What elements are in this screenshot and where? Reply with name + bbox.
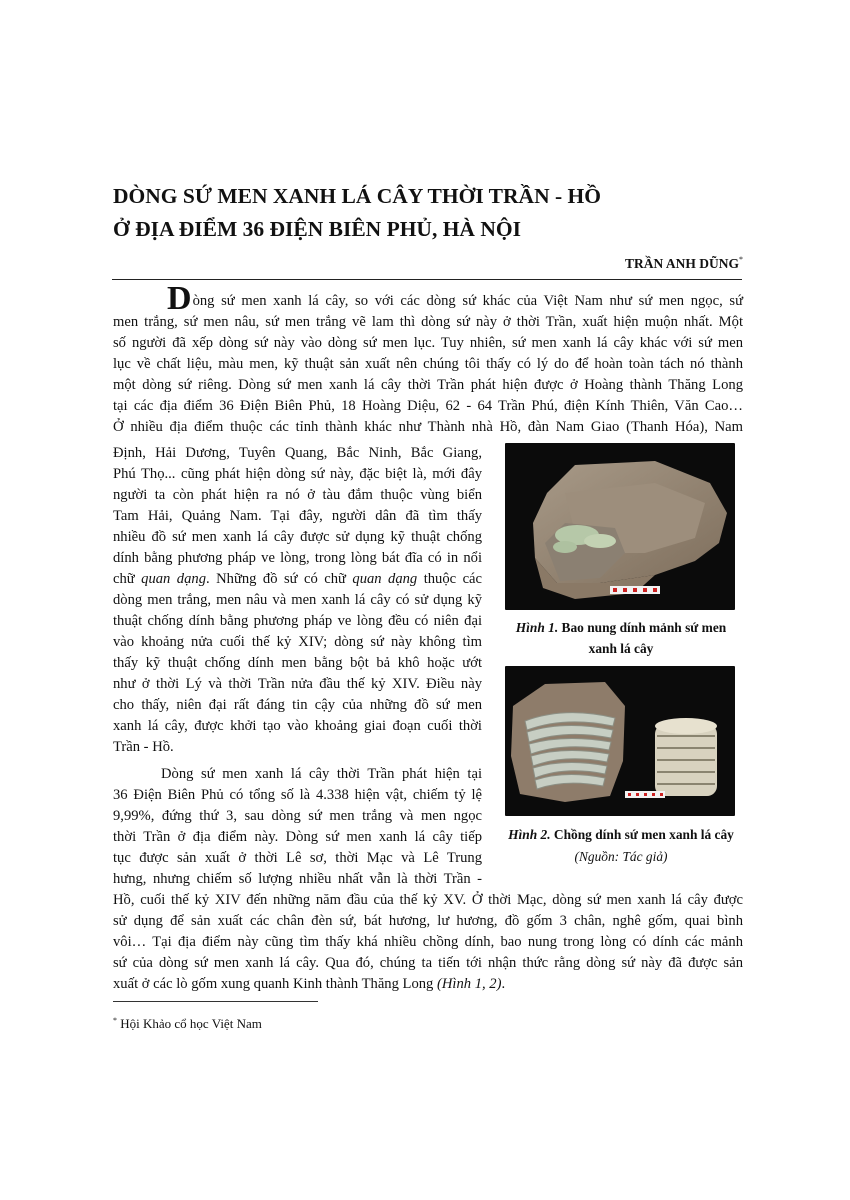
body-line: Định, Hải Dương, Tuyên Quang, Bắc Ninh, Bắc Giang, xyxy=(113,445,482,461)
body-line: 36 Điện Biên Phủ có tổng số là 4.338 hiện vật, chiếm tỷ lệ xyxy=(113,787,482,803)
body-line: Trần - Hồ. xyxy=(113,739,174,755)
body-line: cho thấy, niên đại rất đáng tin cậy của những đồ sứ men xyxy=(113,697,482,713)
body-line: sứ của dòng sứ men xanh lá cây. Qua đó, chúng ta tiến tới nhận thức rằng dòng sứ này đã được sản xyxy=(113,955,743,971)
drop-cap: D xyxy=(167,280,192,317)
figure-2-caption: Hình 2. Chồng dính sứ men xanh lá cây xyxy=(508,827,734,842)
body-line: thuật chống dính bằng phương pháp ve lòng đều có niên đại xyxy=(113,613,482,629)
title-line-2: Ở ĐỊA ĐIỂM 36 ĐIỆN BIÊN PHỦ, HÀ NỘI xyxy=(113,217,521,241)
body-line: tục được sản xuất ở thời Lê sơ, thời Mạc và Lê Trung xyxy=(113,850,482,866)
body-line: dòng men trắng, men nâu và men xanh lá cây có sử dụng kỹ xyxy=(113,592,482,608)
intro-line: tại các địa điểm 36 Điện Biên Phủ, 18 Hoàng Diệu, 62 - 64 Trần Phú, điện Kính Thiên, Văn Cao… xyxy=(113,398,743,414)
author-name: TRẦN ANH DŨNG xyxy=(624,256,739,271)
figure-2-source: (Nguồn: Tác giả) xyxy=(574,849,668,864)
body-line: Tam Hải, Quảng Nam. Tại đây, người dân đã tìm thấy xyxy=(113,508,482,524)
footnote-rule xyxy=(113,1001,318,1002)
body-line: vào khoảng nửa cuối thế kỷ XIV; dòng sứ này không tìm xyxy=(113,634,482,650)
intro-line: men trắng, sứ men nâu, sứ men trắng vẽ lam thì dòng sứ này ở thời Trần, xuất hiện muộn nhất. Một xyxy=(113,314,743,330)
intro-line: lục về chất liệu, màu men, kỹ thuật sản xuất nên chúng tôi thấy có lý do để hoàn toàn tách nó thành xyxy=(113,356,743,372)
body-line: hưng, nhưng chiếm số lượng nhiều nhất vẫn là thời Trần - xyxy=(113,871,482,887)
body-line: như ở thời Lý và thời Trần nửa đầu thế kỷ XIV. Điều này xyxy=(113,676,482,692)
footnote-text: Hội Khảo cổ học Việt Nam xyxy=(120,1016,262,1031)
intro-line: một dòng sứ riêng. Dòng sứ men xanh lá cây thời Trần phát hiện được ở Hoàng thành Thăng Long xyxy=(113,377,743,393)
stacked-ware-photo-illustration xyxy=(505,666,735,816)
figure-2-photo xyxy=(505,666,735,816)
figure-1-photo xyxy=(505,443,735,610)
column-paragraph-2 xyxy=(113,764,482,890)
body-line: 9,99%, đứng thứ 3, sau dòng sứ men trắng và men ngọc xyxy=(113,808,482,824)
body-line: xanh lá cây, được khởi tạo vào khoảng giai đoạn cuối thời xyxy=(113,718,482,734)
figure-2-label: Hình 2. xyxy=(508,827,551,842)
header-rule xyxy=(112,279,742,280)
body-line: xuất ở các lò gốm xung quanh Kinh thành Thăng Long (Hình 1, 2). xyxy=(113,976,506,992)
title-line-1: DÒNG SỨ MEN XANH LÁ CÂY THỜI TRẦN - HỒ xyxy=(113,184,601,208)
article-title xyxy=(113,180,753,246)
intro-line: Dòng sứ men xanh lá cây, so với các dòng sứ khác của Việt Nam như sứ men ngọc, sứ xyxy=(167,280,743,317)
figure-1-label: Hình 1. xyxy=(515,620,559,635)
body-line: Phú Thọ... cũng phát hiện dòng sứ này, đặc biệt là, mới đây xyxy=(113,466,482,482)
body-line: thấy kỹ thuật chống dính men bằng bột bả khô hoặc ướt xyxy=(113,655,482,671)
figure-1-caption: Hình 1. Bao nung dính mảnh sứ men xanh lá cây xyxy=(515,620,727,656)
intro-line: Ở nhiều địa điểm thuộc các tỉnh thành khác như Thành nhà Hồ, đàn Nam Giao (Thanh Hóa), Nam xyxy=(113,419,743,435)
body-line: thời Trần ở địa điểm này. Dòng sứ men xanh lá cây tiếp xyxy=(113,829,482,845)
tail-paragraph xyxy=(113,890,743,995)
footnote-mark: * xyxy=(113,1016,117,1025)
intro-line: số người đã xếp dòng sứ này vào dòng sứ men lục. Tuy nhiên, sứ men xanh lá cây khác với sứ men xyxy=(113,335,743,351)
body-line: sử dụng để sản xuất các chân đèn sứ, bát hương, lư hương, đồ gốm 3 chân, nghê gốm, quai bình xyxy=(113,913,743,929)
body-line: chữ quan dạng. Những đồ sứ có chữ quan dạng thuộc các xyxy=(113,571,483,587)
author xyxy=(625,255,743,272)
saggar-photo-illustration xyxy=(505,443,735,610)
intro-paragraph xyxy=(113,280,743,438)
body-line: Dòng sứ men xanh lá cây thời Trần phát hiện tại xyxy=(161,766,482,782)
body-line: Hồ, cuối thế kỷ XIV đến những năm đầu của thế kỷ XV. Ở thời Mạc, dòng sứ men xanh lá cây được xyxy=(113,892,743,908)
column-paragraph-1 xyxy=(113,443,482,758)
body-line: dính bằng phương pháp ve lòng, trong lòng bát đĩa có in nổi xyxy=(113,550,482,566)
body-line: nhiều đồ sứ men xanh lá cây được sử dụng kỹ thuật chống xyxy=(113,529,482,545)
body-line: vôi… Tại địa điểm này cũng tìm thấy khá nhiều chồng dính, bao nung trong lòng có dính các mảnh xyxy=(113,934,743,950)
body-line: người ta còn phát hiện ra nó ở tàu đắm thuộc vùng biển xyxy=(113,487,482,503)
footnote xyxy=(113,1016,262,1032)
author-footnote-mark: * xyxy=(739,255,743,264)
